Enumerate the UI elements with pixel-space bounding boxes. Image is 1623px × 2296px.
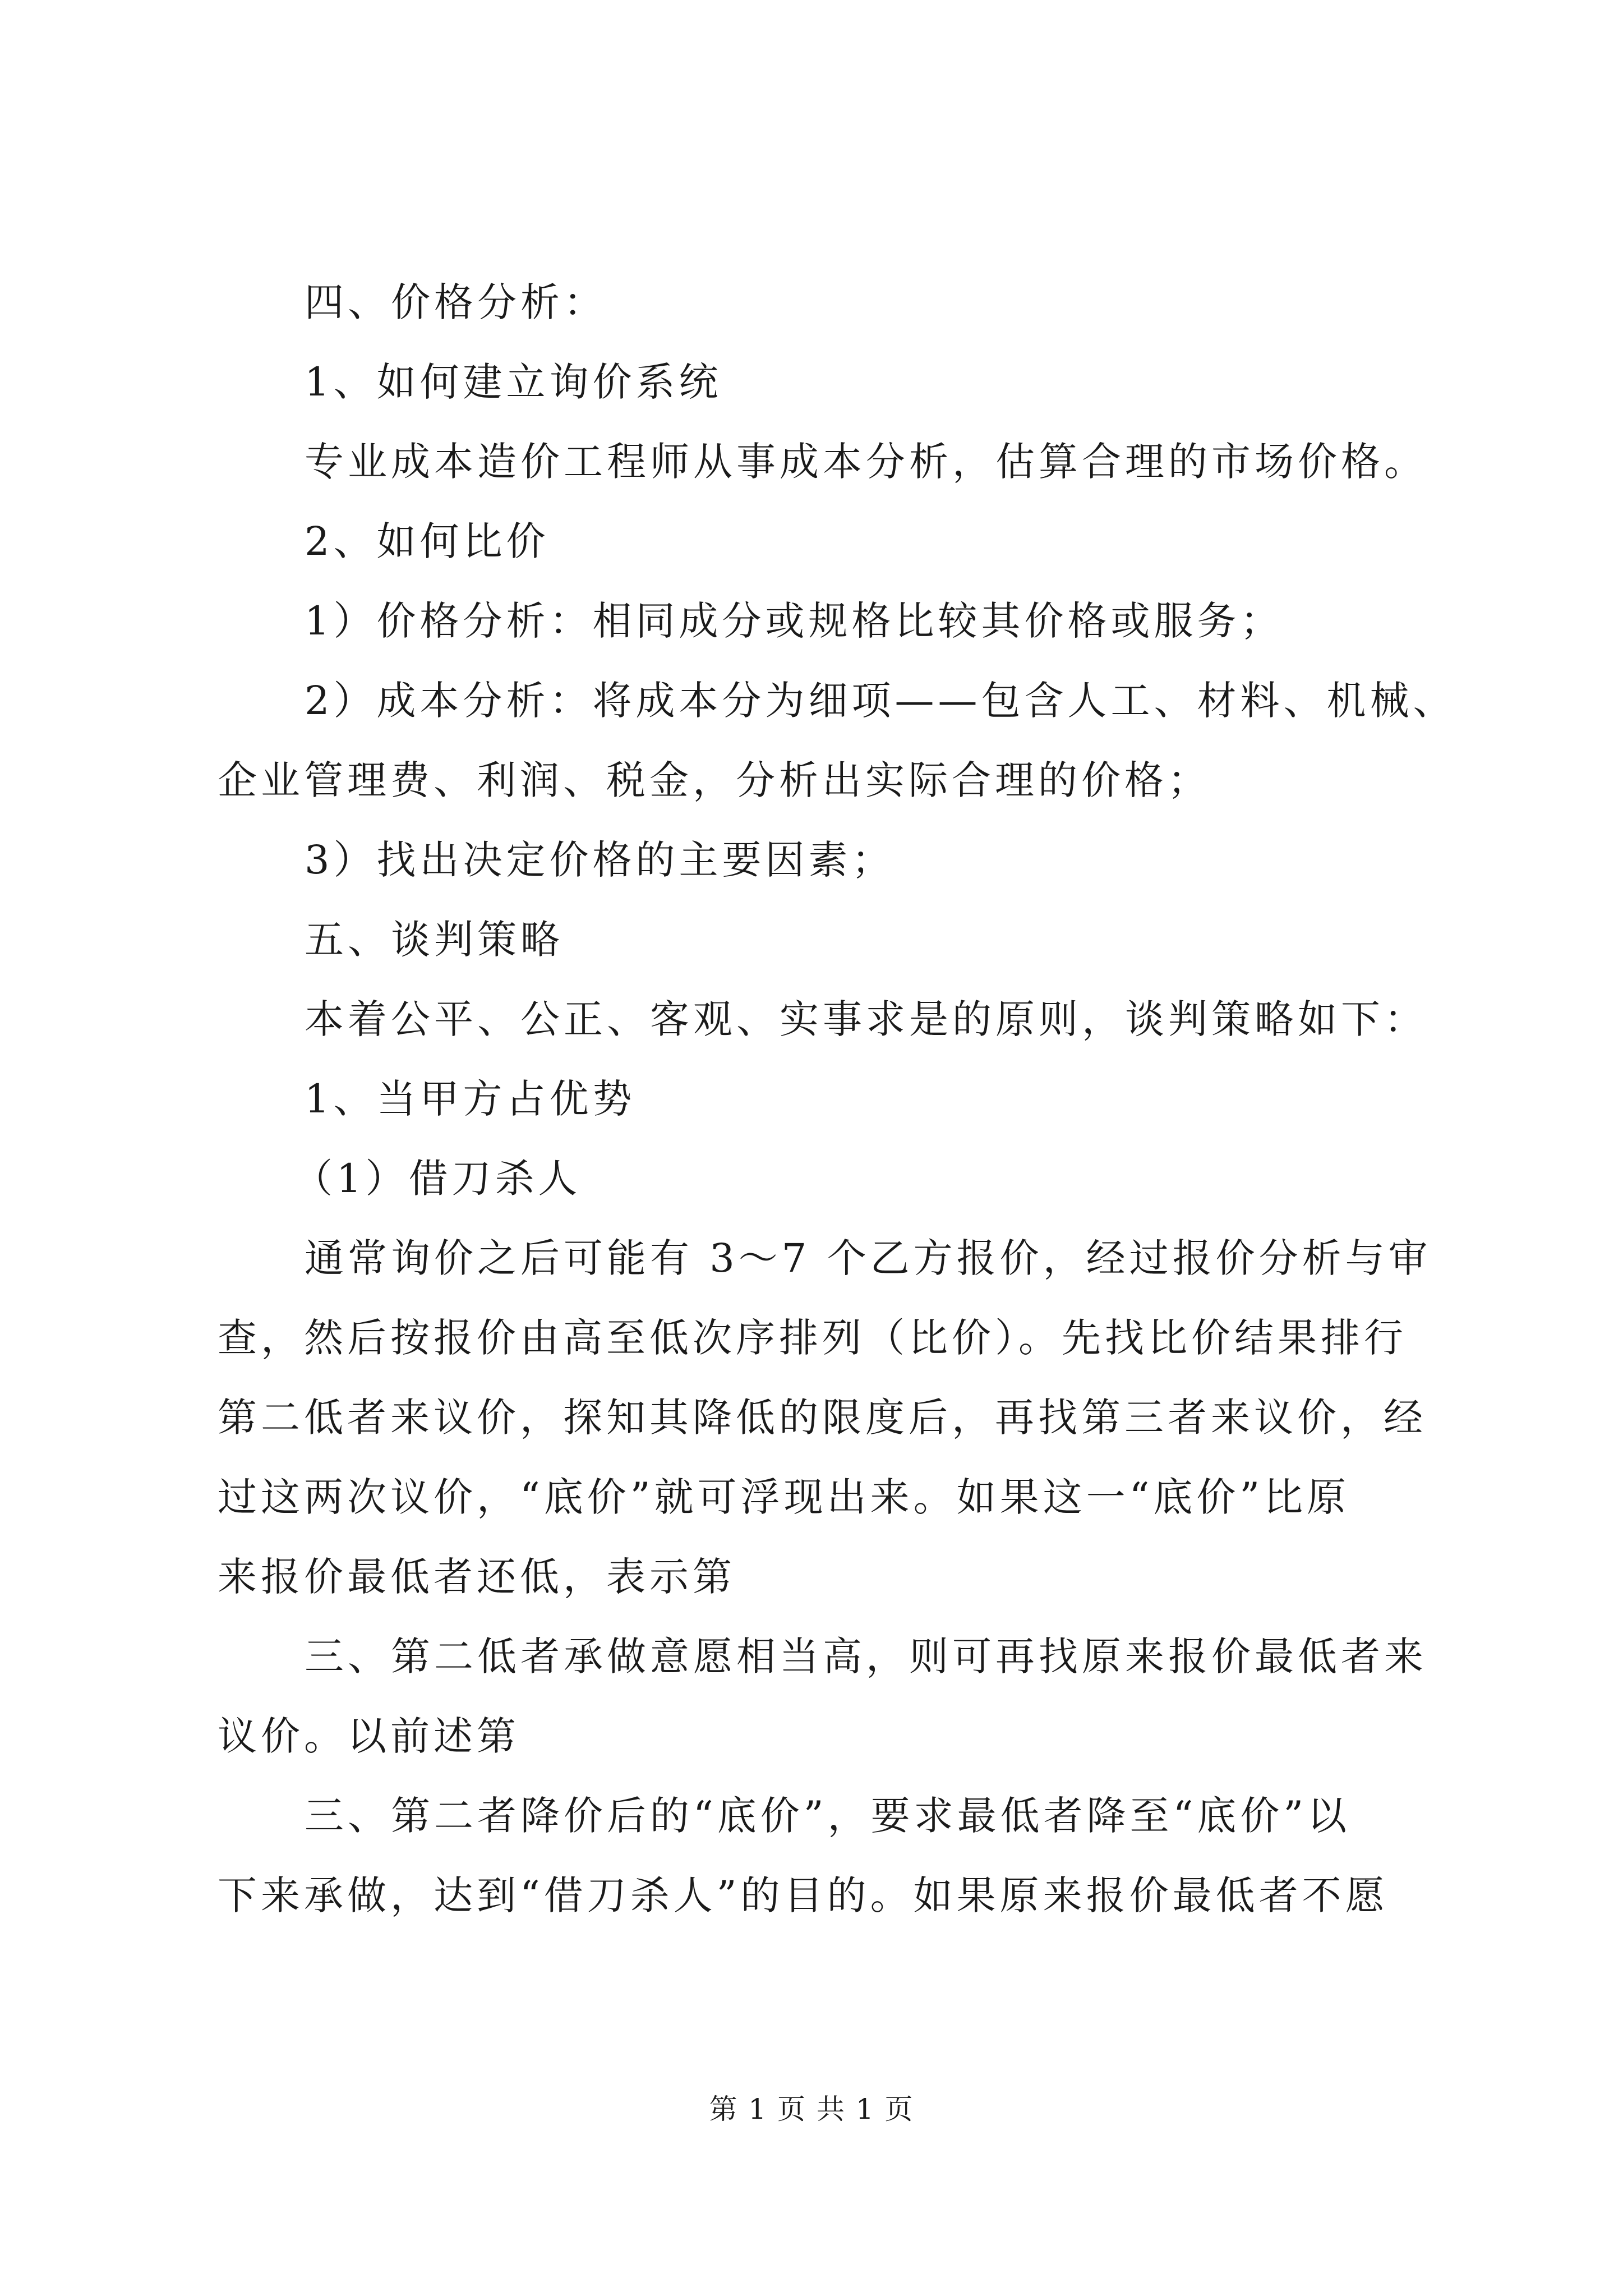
- paragraph-line: 本着公平、公正、客观、实事求是的原则，谈判策略如下：: [305, 996, 1427, 1042]
- list-item-cost-analysis: 2）成本分析：将成本分为细项——包含人工、材料、机械、: [305, 678, 1456, 724]
- paragraph-line: 三、第二低者承做意愿相当高，则可再找原来报价最低者来: [305, 1634, 1427, 1680]
- list-item-price-comparison: 2、如何比价: [305, 518, 550, 564]
- list-item-inquiry-system: 1、如何建立询价系统: [305, 359, 722, 405]
- paragraph-line: 通常询价之后可能有 3～7 个乙方报价，经过报价分析与审: [305, 1235, 1432, 1281]
- list-item-main-factors: 3）找出决定价格的主要因素；: [305, 837, 895, 883]
- section-heading-price-analysis: 四、价格分析：: [305, 279, 607, 325]
- list-item-party-a-advantage: 1、当甲方占优势: [305, 1076, 636, 1122]
- paragraph-line: 来报价最低者还低，表示第: [218, 1554, 736, 1600]
- paragraph-line: 查，然后按报价由高至低次序排列（比价）。先找比价结果排行: [218, 1315, 1407, 1361]
- section-heading-negotiation-strategy: 五、谈判策略: [305, 917, 564, 963]
- list-item-price-analysis: 1）价格分析：相同成分或规格比较其价格或服务；: [305, 598, 1284, 644]
- paragraph-line: 第二低者来议价，探知其降低的限度后，再找第三者来议价，经: [218, 1395, 1427, 1441]
- paragraph-line: 企业管理费、利润、税金，分析出实际合理的价格；: [218, 757, 1211, 803]
- list-item-borrowed-knife: （1）借刀杀人: [293, 1156, 582, 1202]
- paragraph-line: 议价。以前述第: [218, 1713, 520, 1759]
- paragraph-line: 过这两次议价，“底价”就可浮现出来。如果这一“底价”比原: [218, 1474, 1350, 1520]
- paragraph-line: 下来承做，达到“借刀杀人”的目的。如果原来报价最低者不愿: [218, 1872, 1389, 1918]
- document-body: [218, 263, 1456, 1935]
- page-footer: 第 1 页 共 1 页: [709, 2093, 914, 2125]
- paragraph-line: 专业成本造价工程师从事成本分析，估算合理的市场价格。: [305, 439, 1427, 485]
- paragraph-line: 三、第二者降价后的“底价”，要求最低者降至“底价”以: [305, 1793, 1351, 1839]
